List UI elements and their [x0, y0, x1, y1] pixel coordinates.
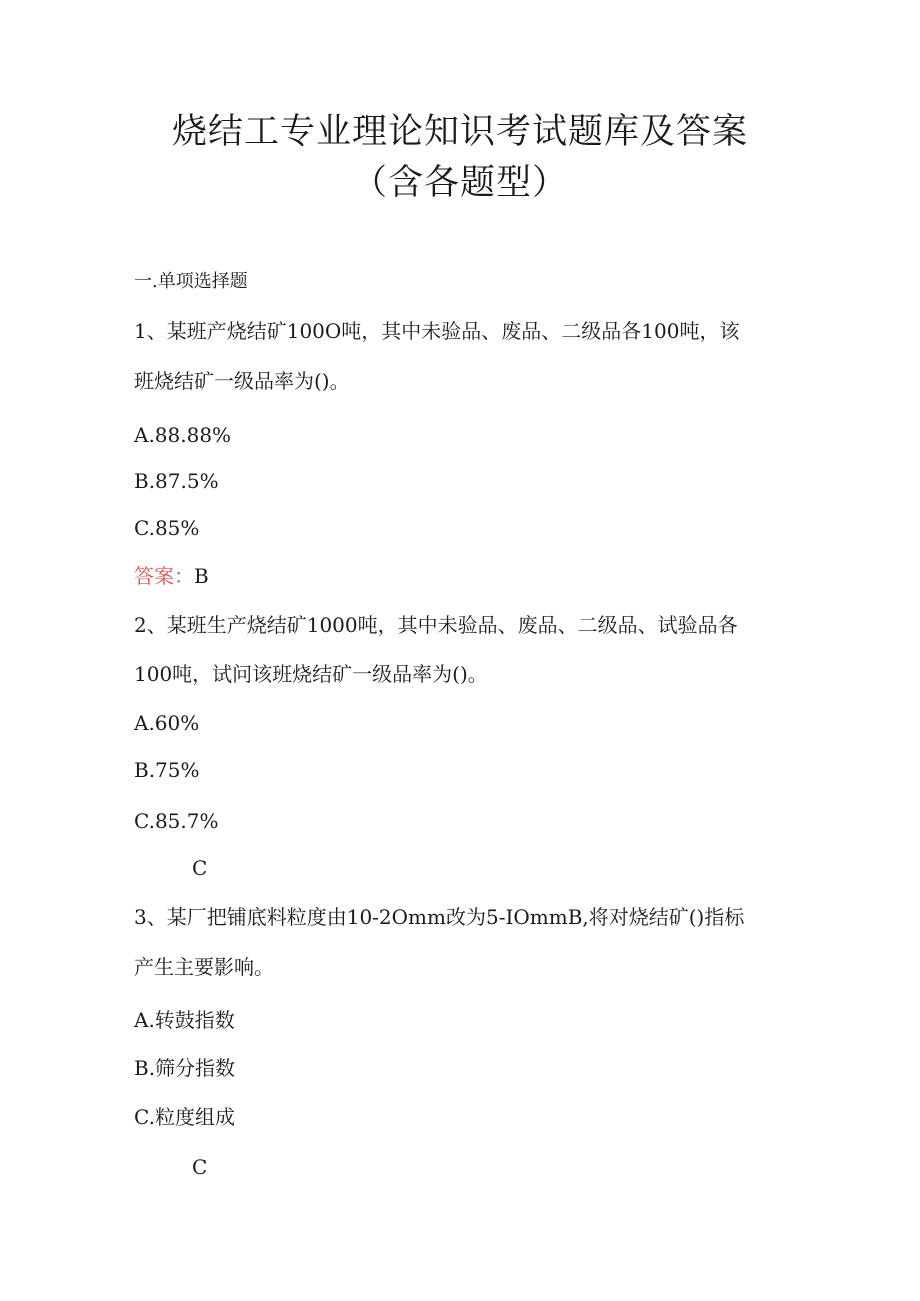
question-1-option-c: C.85%: [134, 516, 200, 540]
question-3-option-c: C.粒度组成: [134, 1105, 235, 1129]
question-3-option-a: A.转鼓指数: [134, 1008, 235, 1032]
question-1-stem-line-2: 班烧结矿一级品率为()。: [134, 369, 350, 393]
question-2-answer: C: [192, 856, 208, 880]
question-3-stem-line-1: 3、某厂把铺底料粒度由10-2Omm改为5-IOmmB,将对烧结矿()指标: [134, 905, 745, 929]
section-heading: 一.单项选择题: [134, 271, 248, 292]
question-3-option-b: B.筛分指数: [134, 1056, 236, 1080]
question-2-option-a: A.60%: [134, 711, 200, 735]
question-3-stem-line-2: 产生主要影响。: [134, 955, 274, 979]
answer-label: 答案：: [134, 564, 194, 588]
answer-value: B: [194, 564, 209, 588]
document-subtitle: （含各题型）: [351, 163, 568, 203]
question-2-option-c: C.85.7%: [134, 809, 219, 833]
question-1-option-a: A.88.88%: [134, 423, 232, 447]
question-2-option-b: B.75%: [134, 758, 200, 782]
question-1-option-b: B.87.5%: [134, 469, 219, 493]
document-title: 烧结工专业理论知识考试题库及答案: [171, 112, 748, 152]
question-2-stem-line-1: 2、某班生产烧结矿1000吨，其中未验品、废品、二级品、试验品各: [134, 613, 738, 637]
question-1-answer: [134, 566, 209, 586]
question-1-stem-line-1: 1、某班产烧结矿100O吨，其中未验品、废品、二级品各100吨，该: [134, 319, 740, 343]
question-3-answer: C: [192, 1155, 208, 1179]
question-2-stem-line-2: 100吨，试问该班烧结矿一级品率为()。: [134, 662, 488, 686]
